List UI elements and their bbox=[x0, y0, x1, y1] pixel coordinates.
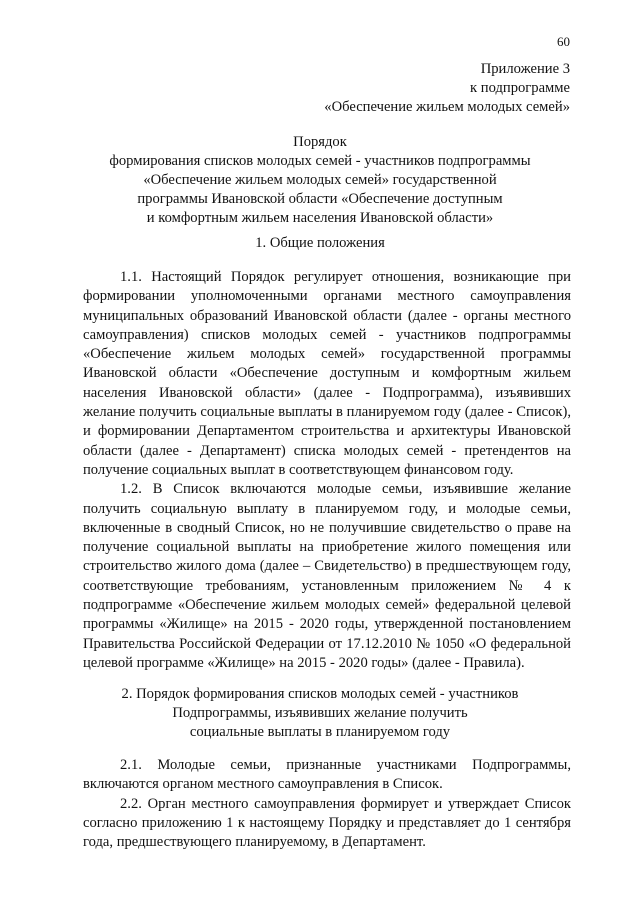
title-line: программы Ивановской области «Обеспечение доступным bbox=[137, 191, 503, 207]
paragraph-1-1: 1.1. Настоящий Порядок регулирует отношения, возникающие при формировании уполномоченными органами местного самоуправления муниципальных образований Ивановской области (далее - органы местного самоуправления) списков молодых семей - участников подпрограммы «Обеспечение жильем молодых семей» государственной программы Ивановской области «Обеспечение доступным и комфортным жильем населения Ивановской области» (далее - Подпрограмма), изъявивших желание получить социальные выплаты в планируемом году (далее - Список), и формировании Департаментом строительства и архитектуры Ивановской области (далее - Департамент) списка молодых семей - претендентов на получение социальных выплат в соответствующем финансовом году. bbox=[83, 269, 571, 478]
paragraph-2-1: 2.1. Молодые семьи, признанные участниками Подпрограммы, включаются органом местного самоуправления в Список. bbox=[83, 757, 571, 793]
appendix-line: «Обеспечение жильем молодых семей» bbox=[324, 99, 570, 115]
title-line: и комфортным жильем населения Ивановской области» bbox=[146, 210, 494, 226]
heading-line: 2. Порядок формирования списков молодых семей - участников bbox=[121, 686, 519, 702]
section-2-body bbox=[83, 756, 571, 852]
title-line: формирования списков молодых семей - участников подпрограммы bbox=[109, 153, 531, 169]
title-line: Порядок bbox=[293, 134, 347, 150]
title-line: «Обеспечение жильем молодых семей» государственной bbox=[143, 172, 497, 188]
appendix-line: Приложение 3 bbox=[480, 61, 570, 77]
page-number: 60 bbox=[557, 34, 570, 49]
section-1-heading: 1. Общие положения bbox=[255, 235, 385, 251]
heading-line: Подпрограммы, изъявивших желание получить bbox=[172, 705, 468, 721]
document-title bbox=[60, 133, 580, 228]
appendix-line: к подпрограмме bbox=[470, 80, 570, 96]
appendix-header bbox=[324, 60, 570, 117]
paragraph-1-2: 1.2. В Список включаются молодые семьи, изъявившие желание получить социальную выплату в планируемом году, и молодые семьи, включенные в сводный Список, но не получившие свидетельство о праве на получение социальной выплаты на приобретение жилого помещения или строительство жилого дома (далее – Свидетельство) в предшествующем году, соответствующие требованиям, установленным приложением № 4 к подпрограмме «Обеспечение жильем молодых семей» федеральной целевой программы «Жилище» на 2015 - 2020 годы, утвержденной постановлением Правительства Российской Федерации от 17.12.2010 № 1050 «О федеральной целевой программе «Жилище» на 2015 - 2020 годы» (далее - Правила). bbox=[83, 481, 571, 671]
heading-line: социальные выплаты в планируемом году bbox=[189, 724, 451, 740]
paragraph-2-2: 2.2. Орган местного самоуправления формирует и утверждает Список согласно приложению 1 к настоящему Порядку и представляет до 1 сентября года, предшествующего планируемому, в Департамент. bbox=[83, 795, 571, 851]
section-1-body bbox=[83, 268, 571, 673]
section-2-heading bbox=[60, 685, 580, 742]
